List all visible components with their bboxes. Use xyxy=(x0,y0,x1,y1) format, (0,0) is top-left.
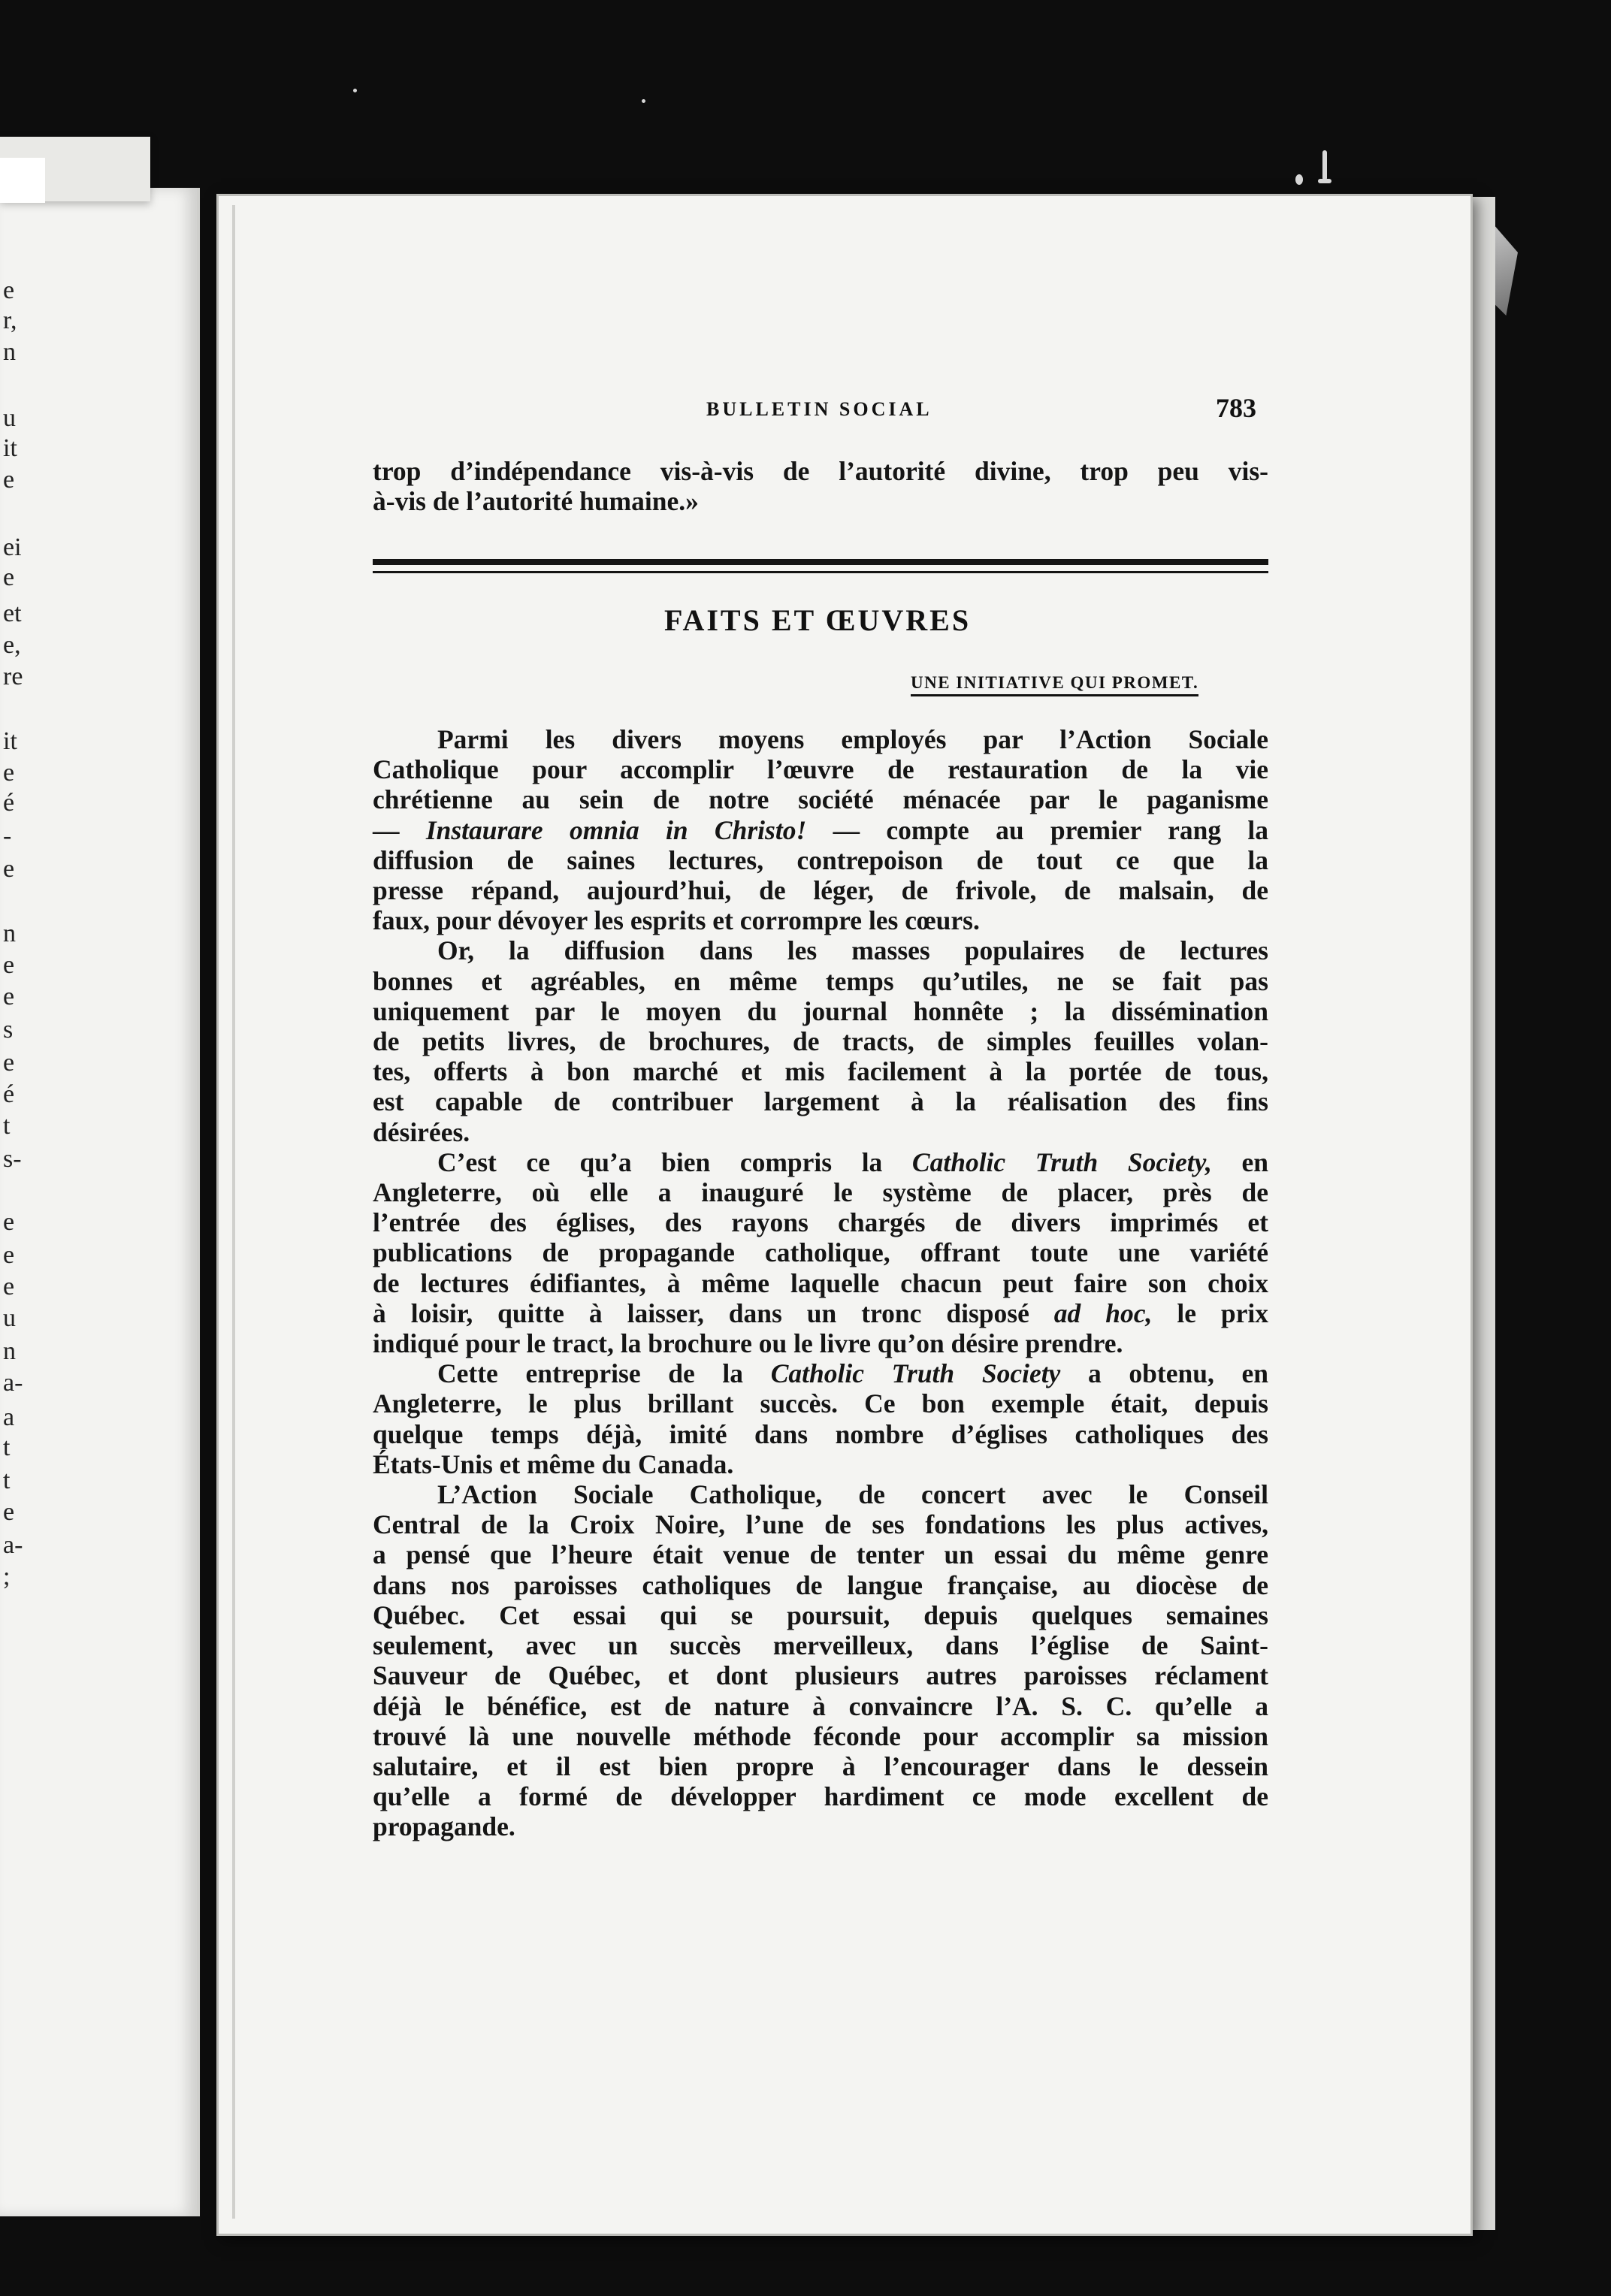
text-fragment: — xyxy=(373,814,400,845)
left-page-text-fragment: s xyxy=(3,1016,14,1044)
left-page-text-fragment: et xyxy=(3,600,22,627)
left-page-text-fragment: it xyxy=(3,434,17,462)
text-line: indiqué pour le tract, la brochure ou le livre qu’on désire prendre. xyxy=(373,1328,1123,1359)
italic-phrase: Catholic Truth Society, xyxy=(911,1146,1212,1177)
left-page-text-fragment: e xyxy=(3,1498,15,1526)
left-page-text-fragment: t xyxy=(3,1433,11,1461)
left-page-text-fragment: a- xyxy=(3,1531,23,1559)
left-page-text-fragment: r, xyxy=(3,307,17,334)
left-page-text-fragment: re xyxy=(3,663,23,690)
left-page-text-fragment: e xyxy=(3,563,15,591)
left-page-text-fragment: e xyxy=(3,1049,15,1077)
subsection-title: UNE INITIATIVE QUI PROMET. xyxy=(911,673,1198,696)
left-page-text-fragment: e xyxy=(3,951,15,979)
left-page-text-fragment: e xyxy=(3,466,15,494)
text-line: dans nos paroisses catholiques de langue française, au diocèse de xyxy=(373,1569,1268,1600)
text-line: à-vis de l’autorité humaine.» xyxy=(373,486,699,517)
article-body xyxy=(373,724,1268,1842)
text-line: salutaire, et il est bien propre à l’encourager dans le dessein xyxy=(373,1751,1268,1781)
continued-paragraph xyxy=(373,456,1268,516)
left-page-text-fragment: - xyxy=(3,822,12,850)
dust-mark xyxy=(1322,150,1327,180)
text-line: tes, offerts à bon marché et mis facilement à la portée de tous, xyxy=(373,1056,1268,1087)
left-page-text-fragment: a- xyxy=(3,1369,23,1397)
text-line: Québec. Cet essai qui se poursuit, depuis quelques semaines xyxy=(373,1600,1268,1630)
text-fragment: en xyxy=(1241,1146,1269,1177)
left-page-text-fragment: e xyxy=(3,1208,15,1236)
left-page-text-fragment: t xyxy=(3,1112,11,1140)
text-line: faux, pour dévoyer les esprits et corrompre les cœurs. xyxy=(373,905,980,936)
text-line: désirées. xyxy=(373,1116,470,1147)
text-line xyxy=(373,1147,1268,1177)
left-page-corner xyxy=(0,158,45,203)
left-page-text-fragment: e xyxy=(3,855,15,883)
text-line: l’entrée des églises, des rayons chargés de divers imprimés et xyxy=(373,1207,1268,1238)
dust-mark xyxy=(353,89,357,92)
left-page-text-fragment: n xyxy=(3,338,16,366)
text-line: propagande. xyxy=(373,1811,515,1842)
text-line: États-Unis et même du Canada. xyxy=(373,1449,734,1479)
dust-mark xyxy=(1318,179,1331,183)
text-line: trop d’indépendance vis-à-vis de l’autorité divine, trop peu vis- xyxy=(373,456,1268,486)
text-line: Catholique pour accomplir l’œuvre de restauration de la vie xyxy=(373,754,1268,785)
text-line: trouvé là une nouvelle méthode féconde pour accomplir sa mission xyxy=(373,1720,1268,1751)
text-line: publications de propagande catholique, offrant toute une variété xyxy=(373,1237,1268,1268)
left-page-text-fragment: a xyxy=(3,1403,15,1431)
text-line: de petits livres, de brochures, de tracts, de simples feuilles volan- xyxy=(373,1026,1268,1057)
left-page-text-fragment: ; xyxy=(3,1563,11,1591)
italic-phrase: Instaurare omnia in Christo! xyxy=(425,814,807,845)
section-title: FAITS ET ŒUVRES xyxy=(664,603,972,637)
left-page-text-fragment: é xyxy=(3,789,15,817)
text-line: presse répand, aujourd’hui, de léger, de frivole, de malsain, de xyxy=(373,875,1268,906)
text-line: est capable de contribuer largement à la réalisation des fins xyxy=(373,1086,1268,1117)
left-page-text-fragment: e xyxy=(3,759,15,787)
text-line: a pensé que l’heure était venue de tenter un essai du même genre xyxy=(373,1539,1268,1570)
text-line: seulement, avec un succès merveilleux, dans l’église de Saint- xyxy=(373,1630,1268,1661)
left-page-text-fragment: e, xyxy=(3,631,21,659)
text-line: Or, la diffusion dans les masses populaires de lectures xyxy=(437,935,1268,966)
italic-phrase: Catholic Truth Society xyxy=(770,1358,1061,1389)
text-fragment: C’est ce qu’a bien compris la xyxy=(437,1146,883,1177)
left-page-text-fragment: s- xyxy=(3,1145,22,1173)
dust-mark xyxy=(642,99,645,103)
left-page-text-fragment: n xyxy=(3,920,16,947)
text-fragment: Cette entreprise de la xyxy=(437,1358,744,1389)
text-fragment: à loisir, quitte à laisser, dans un tronc disposé xyxy=(373,1298,1029,1328)
left-page-text-fragment: it xyxy=(3,727,17,755)
text-line: uniquement par le moyen du journal honnête ; la dissémination xyxy=(373,995,1268,1026)
text-line: quelque temps déjà, imité dans nombre d’églises catholiques des xyxy=(373,1418,1268,1449)
text-line: déjà le bénéfice, est de nature à convaincre l’A. S. C. qu’elle a xyxy=(373,1690,1268,1721)
italic-phrase: ad hoc, xyxy=(1053,1298,1153,1328)
text-line: Sauveur de Québec, et dont plusieurs autres paroisses réclament xyxy=(373,1660,1268,1691)
section-rule-thin xyxy=(373,571,1268,573)
left-page-text-fragment: t xyxy=(3,1467,11,1494)
left-page-text-fragment: n xyxy=(3,1337,16,1365)
text-fragment: a obtenu, en xyxy=(1088,1358,1269,1389)
text-fragment: — compte au premier rang la xyxy=(833,814,1269,845)
text-line: Angleterre, où elle a inauguré le système de placer, près de xyxy=(373,1177,1268,1208)
text-line: Parmi les divers moyens employés par l’Action Sociale xyxy=(437,724,1268,754)
text-line: diffusion de saines lectures, contrepoison de tout ce que la xyxy=(373,844,1268,875)
running-header: BULLETIN SOCIAL xyxy=(706,398,932,420)
page-number: 783 xyxy=(1216,393,1256,423)
dust-mark xyxy=(1295,174,1303,185)
text-line: de lectures édifiantes, à même laquelle chacun peut faire son choix xyxy=(373,1267,1268,1298)
left-page-text-fragment: e xyxy=(3,983,15,1011)
left-page-text-fragment: u xyxy=(3,404,16,432)
left-page-text-fragment: u xyxy=(3,1304,16,1332)
left-page-text-fragment: e xyxy=(3,276,15,304)
section-rule-thick xyxy=(373,559,1268,565)
left-page-text-fragment: e xyxy=(3,1273,15,1301)
text-line: qu’elle a formé de développer hardiment ce mode excellent de xyxy=(373,1781,1268,1812)
text-line: L’Action Sociale Catholique, de concert avec le Conseil xyxy=(437,1479,1268,1510)
text-line: Angleterre, le plus brillant succès. Ce bon exemple était, depuis xyxy=(373,1388,1268,1419)
text-line: Central de la Croix Noire, l’une de ses fondations les plus actives, xyxy=(373,1509,1268,1540)
left-page-text-fragment: é xyxy=(3,1080,15,1108)
text-line xyxy=(373,815,1268,845)
text-line: bonnes et agréables, en même temps qu’utiles, ne se fait pas xyxy=(373,965,1268,996)
text-line: chrétienne au sein de notre société ménacée par le paganisme xyxy=(373,784,1268,815)
text-line xyxy=(373,1358,1268,1388)
left-page-edge xyxy=(0,188,200,2216)
text-line xyxy=(373,1298,1268,1328)
left-page-text-fragment: e xyxy=(3,1241,15,1269)
text-fragment: le prix xyxy=(1177,1298,1269,1328)
left-page-text-fragment: ei xyxy=(3,533,22,561)
